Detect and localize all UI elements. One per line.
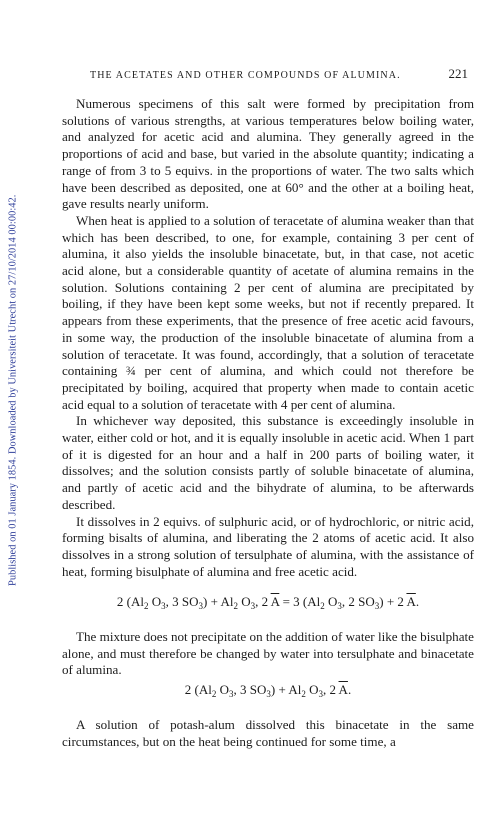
body-text-lower [62,717,474,750]
body-text-middle [62,629,474,679]
body-text-upper [62,96,474,580]
download-stamp: Published on 01 January 1854. Downloaded by Universiteit Utrecht on 27/10/2014 00:00:42. [7,194,19,586]
page-number: 221 [448,66,468,81]
running-head-title: THE ACETATES AND OTHER COMPOUNDS OF ALUMINA. [90,70,401,81]
equation-2: 2 ($Al_2$ $O_3$, 3 $SO_3) + Al_2$ $O_3$, 2 $\overline{A}$. [184,682,352,699]
running-head [86,66,468,82]
paragraph: In whichever way deposited, this substance is exceedingly insoluble in water, either cold or hot, and it is equally insoluble in acetic acid. When 1 part of it is digested for an hour and a half in 200 parts of boiling water, it dissolves; and the solution consists partly of soluble binacetate of alumina, and partly of acetic acid and the bihydrate of alumina, to be afterwards described. [62,413,474,512]
equation-1: 2 ($Al_2$ $O_3$, 3 $SO_3) + Al_2$ $O_3$, 2 $\overline{A} = 3$ ($Al_2$ $O_3$, 2 $SO_3) + 2$ $\overline{A}$. [116,594,420,611]
paragraph: When heat is applied to a solution of teracetate of alumina weaker than that which has been described, to one, for example, containing 3 per cent of alumina, it also yields the insoluble binacetate, but, in that case, not acetic acid alone, but a considerable quantity of acetate of alumina remains in the solution. Solutions containing 2 per cent of alumina are precipitated by boiling, if they have been kept some weeks, but not if recently prepared. It appears from these experiments, that the presence of free acetic acid favours, in some way, the production of the insoluble binacetate of alumina from a solution of teracetate. It was found, accordingly, that a solution of teracetate containing ¾ per cent of alumina, and which could not therefore be precipitated by boiling, acquired that property when made to contain acetic acid equal to a solution of teracetate with 4 per cent of alumina. [62,212,474,412]
paragraph: Numerous specimens of this salt were formed by precipitation from solutions of various strengths, at various temperatures below boiling water, and analyzed for acetic acid and alumina. They generally agreed in the proportions of acid and base, but varied in the absolute quantity; indicating a range of from 3 to 5 equivs. in the proportions of water. The two salts which have been described as deposited, one at 60° and the other at a boiling heat, gave results nearly uniform. [62,96,474,212]
paragraph: A solution of potash-alum dissolved this binacetate in the same circumstances, but on the heat being continued for some time, a [62,717,474,749]
paragraph: The mixture does not precipitate on the addition of water like the bisulphate alone, and must therefore be changed by water into tersulphate and binacetate of alumina. [62,629,474,678]
paragraph: It dissolves in 2 equivs. of sulphuric acid, or of hydrochloric, or nitric acid, forming bisalts of alumina, and liberating the 2 atoms of acetic acid. It also dissolves in a strong solution of tersulphate of alumina, with the assistance of heat, forming bisulphate of alumina and free acetic acid. [62,513,474,579]
